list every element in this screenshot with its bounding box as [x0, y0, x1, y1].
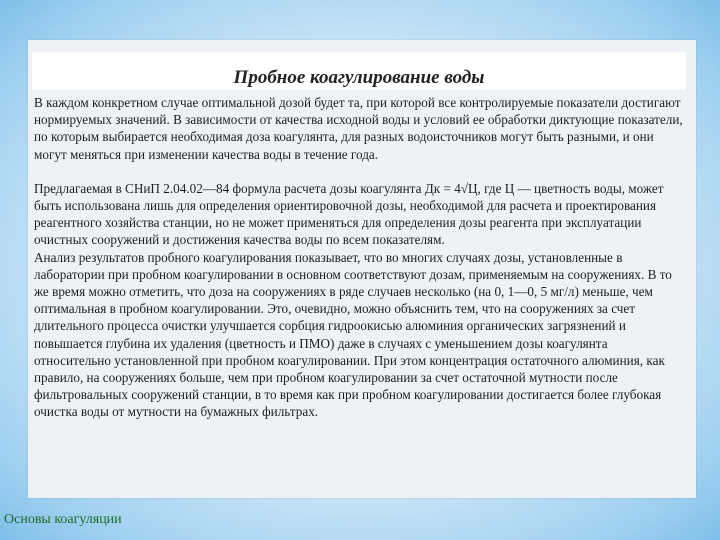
document-card: [28, 40, 696, 498]
document-title: Пробное коагулирование воды: [233, 67, 485, 88]
footer-section-label: Основы коагуляции: [4, 512, 122, 527]
paragraph-optimal-dose: В каждом конкретном случае оптимальной дозой будет та, при которой все контролируемые показатели достигают нормируемых значений. В зависимости от качества исходной воды и условий ее обработки диктующие показатели, по которым выбирается необходимая доза коагулянта, для разных водоисточников могут быть разными, и они могут меняться при изменении качества воды в течение года.: [34, 95, 683, 162]
title-bar: [32, 52, 686, 90]
paragraph-analysis: Анализ результатов пробного коагулирования показывает, что во многих случаях дозы, установленные в лаборатории при пробном коагулировании в основном соответствуют дозам, применяемым на сооружениях. В то же время можно отметить, что доза на сооружениях в ряде случаев несколько (на 0, 1—0, 5 мг/л) меньше, чем оптимальная в пробном коагулировании. Это, очевидно, можно объяснить тем, что на сооружениях за счет длительного процесса очистки улучшается сорбция гидроокисью алюминия органических загрязнений и повышается глубина их удаления (цветность и ПМО) даже в случаях с уменьшением дозы коагулянта относительно установленной при пробном коагулировании. При этом концентрация остаточного алюминия, как правило, на сооружениях больше, чем при пробном коагулировании за счет остаточной мутности после фильтровальных сооружений станции, в то время как при пробном коагулировании достигается более глубокая очистка воды от мутности на бумажных фильтрах.: [34, 249, 672, 420]
document-body: [34, 94, 686, 421]
paragraph-snip-formula: Предлагаемая в СНиП 2.04.02—84 формула расчета дозы коагулянта Дк = 4√Ц, где Ц — цветность воды, может быть использована лишь для определения ориентировочной дозы, необходимой для расчета и проектирования реагентного хозяйства станции, но не может применяться для определения дозы реагента при эксплуатации очистных сооружений и достижения качества воды по всем показателям.: [34, 180, 664, 248]
